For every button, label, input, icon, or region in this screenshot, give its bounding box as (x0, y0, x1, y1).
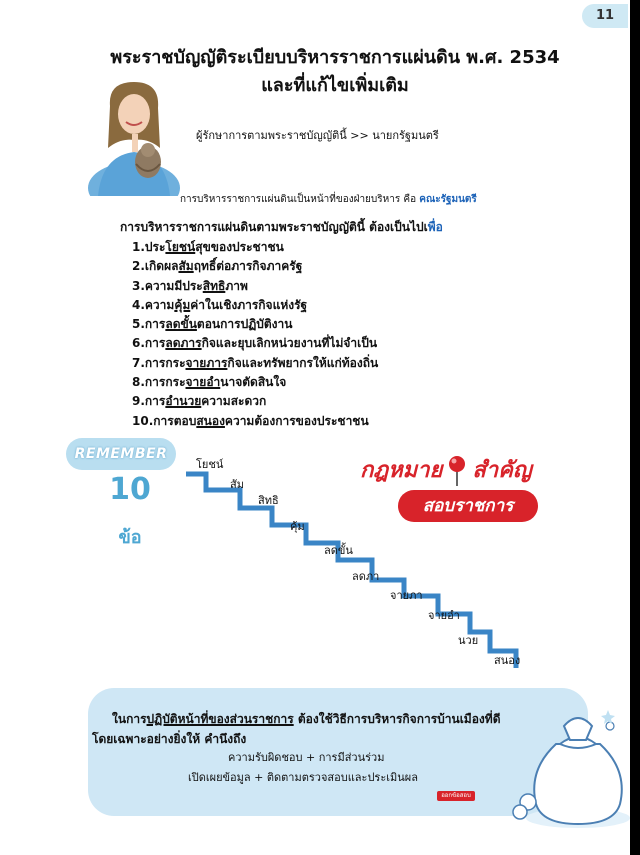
list-item: 6.การลดภารกิจและยุบเลิกหน่วยงานที่ไม่จำเป็น (132, 336, 378, 351)
stair-label: นวย (458, 634, 479, 647)
civil-service-exam-badge: สอบราชการ (398, 490, 538, 522)
purpose-text: การบริหารราชการแผ่นดินตามพระราชบัญญัตินี้ ต้องเป็นไปเ (120, 220, 428, 234)
list-item: 9.การอำนวยความสะดวก (132, 394, 267, 409)
list-item: 5.การลดขั้นตอนการปฏิบัติงาน (132, 317, 293, 332)
stair-label: จายภา (390, 589, 423, 602)
remember-badge: REMEMBER (66, 438, 176, 470)
administration-text: การบริหารราชการแผ่นดินเป็นหน้าที่ของฝ่ายบริหาร คือ (180, 194, 420, 205)
stair-label: โยชน์ (196, 458, 224, 471)
list-item: 2.เกิดผลสัมฤทธิ์ต่อภารกิจภาครัฐ (132, 259, 303, 274)
exam-tag: ออกข้อสอบ (437, 791, 475, 801)
right-edge (630, 0, 640, 855)
law-title-left: กฎหมาย (360, 458, 443, 483)
list-item: 1.ประโยชน์สุขของประชาชน (132, 240, 284, 254)
summary-line-1: ในการปฏิบัติหน้าที่ของส่วนราชการ ต้องใช้วิธีการบริหารกิจการบ้านเมืองที่ดี (112, 712, 501, 726)
list-item: 3.ความมีประสิทธิภาพ (132, 278, 248, 293)
stair-label: ลดภา (352, 570, 380, 583)
important-law-title (360, 452, 532, 487)
stair-label: สนอง (494, 654, 521, 667)
list-item: 4.ความคุ้มค่าในเชิงภารกิจแห่งรัฐ (132, 297, 308, 312)
title-line-2: และที่แก้ไขเพิ่มเติม (261, 75, 409, 96)
act-responsible-minister: ผู้รักษาการตามพระราชบัญญัตินี้ >> นายกรัฐมนตรี (196, 129, 439, 142)
title-line-1: พระราชบัญญัติระเบียบบริหารราชการแผ่นดิน พ.ศ. 2534 (110, 47, 560, 68)
page-number: 11 (582, 4, 628, 28)
stair-label: คุ้ม (290, 520, 305, 533)
law-title-right: สำคัญ (472, 458, 532, 483)
summary-line-2: โดยเฉพาะอย่างยิ่งให้ คำนึงถึง (92, 732, 247, 746)
stair-label: จายอำ (428, 609, 460, 622)
money-bag-illustration (498, 700, 630, 830)
map-pin-icon (448, 456, 466, 486)
stair-label: ลดขั้น (324, 544, 353, 557)
summary-line-4: เปิดเผยข้อมูล + ติดตามตรวจสอบและประเมินผล (188, 771, 418, 784)
list-item: 7.การกระจายภารกิจและทรัพยากรให้แก่ท้องถิ่น (132, 355, 379, 370)
purpose-highlight: พื่อ (427, 220, 443, 234)
item-count-unit: ข้อ (118, 527, 142, 548)
list-item: 8.การกระจายอำนาจตัดสินใจ (132, 375, 287, 390)
item-count: 10 (109, 472, 151, 507)
stair-label: สัม (230, 478, 244, 491)
summary-line-3: ความรับผิดชอบ + การมีส่วนร่วม (228, 751, 385, 764)
stair-label: สิทธิ (258, 494, 279, 507)
list-item: 10.การตอบสนองความต้องการของประชาชน (132, 413, 369, 428)
cabinet-highlight: คณะรัฐมนตรี (419, 194, 477, 205)
